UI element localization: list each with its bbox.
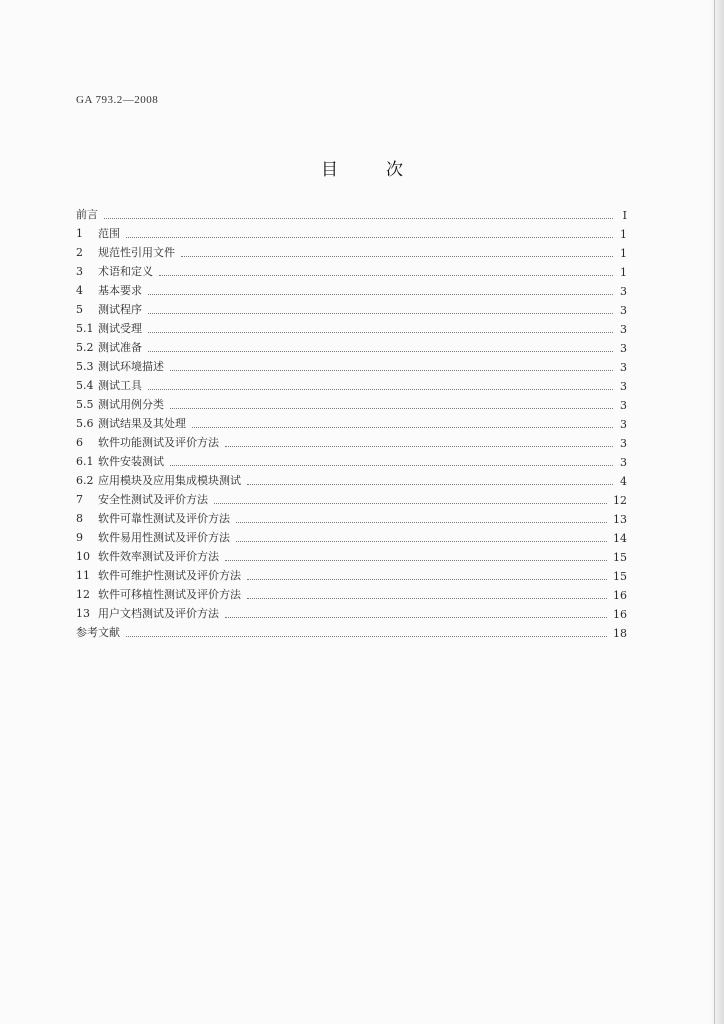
toc-entry[interactable] (76, 526, 627, 545)
toc-dot-leader (225, 616, 607, 618)
toc-entry-label (76, 548, 219, 564)
toc-entry-label (76, 453, 164, 469)
toc-entry[interactable] (76, 393, 627, 412)
toc-entry[interactable] (76, 317, 627, 336)
toc-entry-text: 软件可移植性测试及评价方法 (98, 588, 241, 601)
toc-entry[interactable] (76, 203, 627, 222)
toc-entry-label (76, 605, 219, 621)
toc-entry-text: 测试受理 (98, 322, 142, 335)
toc-entry-label (76, 434, 219, 450)
toc-entry[interactable] (76, 583, 627, 602)
toc-entry-number: 9 (76, 531, 83, 544)
toc-entry[interactable] (76, 279, 627, 298)
toc-entry-label (76, 301, 142, 317)
toc-dot-leader (170, 464, 613, 466)
toc-entry-number: 1 (76, 227, 83, 240)
toc-entry-text: 测试准备 (98, 341, 142, 354)
toc-entry-number: 5 (76, 303, 83, 316)
toc-entry-label (76, 491, 208, 507)
toc-title-char-1: 目 (321, 160, 338, 180)
toc-entry-number: 6.2 (76, 474, 94, 487)
toc-entry[interactable] (76, 241, 627, 260)
toc-dot-leader (247, 578, 607, 580)
toc-entry-label (76, 282, 142, 298)
toc-entry-label (76, 472, 241, 488)
toc-entry[interactable] (76, 545, 627, 564)
toc-entry-text: 软件可靠性测试及评价方法 (98, 512, 230, 525)
toc-entry-number: 6.1 (76, 455, 94, 468)
toc-dot-leader (148, 350, 613, 352)
toc-entry-label (76, 510, 230, 526)
toc-entry-label (76, 529, 230, 545)
toc-entry-text: 软件功能测试及评价方法 (98, 436, 219, 449)
toc-dot-leader (170, 369, 613, 371)
toc-entry[interactable] (76, 621, 627, 640)
toc-entry-text: 测试用例分类 (98, 398, 164, 411)
toc-entry-number: 3 (76, 265, 83, 278)
toc-entry-page: 3 (620, 399, 627, 412)
toc-dot-leader (225, 559, 607, 561)
toc-entry-number: 2 (76, 246, 83, 259)
toc-entry-page: 16 (613, 608, 627, 621)
toc-entry-number: 6 (76, 436, 83, 449)
toc-entry-label (76, 225, 120, 241)
toc-entry-page: 15 (613, 570, 627, 583)
toc-entry-number: 5.4 (76, 379, 94, 392)
toc-entry-page: 3 (620, 323, 627, 336)
toc-entry-number: 5.1 (76, 322, 94, 335)
toc-entry[interactable] (76, 222, 627, 241)
toc-entry-label (76, 339, 142, 355)
toc-dot-leader (192, 426, 613, 428)
toc-entry-label (76, 377, 142, 393)
toc-entry-page: 3 (620, 418, 627, 431)
toc-dot-leader (159, 274, 613, 276)
toc-entry-number: 5.2 (76, 341, 94, 354)
toc-entry-text: 软件安装测试 (98, 455, 164, 468)
toc-entry-text: 测试环境描述 (98, 360, 164, 373)
toc-entry-text: 测试结果及其处理 (98, 417, 186, 430)
toc-entry-label (76, 586, 241, 602)
toc-entry-page: 3 (620, 456, 627, 469)
toc-entry[interactable] (76, 374, 627, 393)
toc-entry[interactable] (76, 507, 627, 526)
toc-entry-number: 5.5 (76, 398, 94, 411)
toc-entry-text: 规范性引用文件 (98, 246, 175, 259)
toc-entry-number: 5.3 (76, 360, 94, 373)
toc-entry[interactable] (76, 298, 627, 317)
toc-entry-label (76, 358, 164, 374)
toc-entry-text: 范围 (98, 227, 120, 240)
toc-entry-text: 软件易用性测试及评价方法 (98, 531, 230, 544)
toc-entry-text: 软件效率测试及评价方法 (98, 550, 219, 563)
toc-entry-label (76, 415, 186, 431)
toc-entry-number: 7 (76, 493, 83, 506)
toc-entry-number: 4 (76, 284, 83, 297)
toc-entry-page: 3 (620, 285, 627, 298)
toc-entry-page: 3 (620, 380, 627, 393)
toc-dot-leader (148, 312, 613, 314)
toc-entry-page: 3 (620, 437, 627, 450)
toc-entry[interactable] (76, 355, 627, 374)
toc-entry[interactable] (76, 431, 627, 450)
toc-dot-leader (181, 255, 613, 257)
toc-entry-page: 16 (613, 589, 627, 602)
toc-entry-number: 10 (76, 550, 90, 563)
toc-dot-leader (104, 217, 613, 219)
toc-dot-leader (148, 388, 613, 390)
toc-entry-text: 应用模块及应用集成模块测试 (98, 474, 241, 487)
toc-entry-page: 13 (613, 513, 627, 526)
toc-entry[interactable] (76, 564, 627, 583)
toc-entry-page: 18 (613, 627, 627, 640)
toc-entry-page: 3 (620, 304, 627, 317)
toc-dot-leader (247, 597, 607, 599)
toc-dot-leader (225, 445, 613, 447)
toc-entry-page: I (622, 209, 627, 222)
toc-entry[interactable] (76, 412, 627, 431)
toc-entry-page: 14 (613, 532, 627, 545)
toc-title (0, 155, 724, 180)
toc-entry-page: 15 (613, 551, 627, 564)
toc-entry-number: 11 (76, 569, 90, 582)
toc-entry-label (76, 567, 241, 583)
toc-entry[interactable] (76, 469, 627, 488)
toc-entry-text: 软件可维护性测试及评价方法 (98, 569, 241, 582)
toc-dot-leader (236, 540, 607, 542)
toc-entry-page: 1 (620, 266, 627, 279)
document-number: GA 793.2—2008 (76, 94, 159, 106)
toc-entry[interactable] (76, 602, 627, 621)
toc-entry[interactable] (76, 336, 627, 355)
toc-entry-label (76, 396, 164, 412)
toc-dot-leader (236, 521, 607, 523)
toc-title-char-2: 次 (386, 160, 403, 180)
toc-entry-text: 测试程序 (98, 303, 142, 316)
toc-entry[interactable] (76, 450, 627, 469)
toc-entry-page: 1 (620, 247, 627, 260)
page-shadow (710, 0, 724, 1024)
toc-entry-text: 安全性测试及评价方法 (98, 493, 208, 506)
toc-entry-page: 1 (620, 228, 627, 241)
toc-entry-text: 基本要求 (98, 284, 142, 297)
toc-entry-number: 12 (76, 588, 90, 601)
toc-entry-number: 5.6 (76, 417, 94, 430)
toc-entry-label (76, 263, 153, 279)
toc-entry-page: 3 (620, 342, 627, 355)
page-edge-line (714, 0, 715, 1024)
toc-entry-label (76, 206, 98, 222)
toc-dot-leader (126, 635, 607, 637)
toc-entry-number: 8 (76, 512, 83, 525)
toc-dot-leader (126, 236, 613, 238)
toc-entry-page: 12 (613, 494, 627, 507)
toc-entry-text: 术语和定义 (98, 265, 153, 278)
toc-dot-leader (148, 293, 613, 295)
toc-entry-text: 测试工具 (98, 379, 142, 392)
toc-entry-text: 用户文档测试及评价方法 (98, 607, 219, 620)
toc-dot-leader (170, 407, 613, 409)
toc-entry-label (76, 624, 120, 640)
toc-entry-text: 参考文献 (76, 626, 120, 639)
toc-entry-label (76, 320, 142, 336)
toc-entry-page: 3 (620, 361, 627, 374)
toc-dot-leader (247, 483, 613, 485)
toc-entry[interactable] (76, 488, 627, 507)
toc-entry-number: 13 (76, 607, 90, 620)
toc-dot-leader (148, 331, 613, 333)
table-of-contents (76, 203, 627, 640)
toc-entry[interactable] (76, 260, 627, 279)
toc-entry-label (76, 244, 175, 260)
toc-entry-text: 前言 (76, 208, 98, 221)
toc-entry-page: 4 (620, 475, 627, 488)
toc-dot-leader (214, 502, 607, 504)
